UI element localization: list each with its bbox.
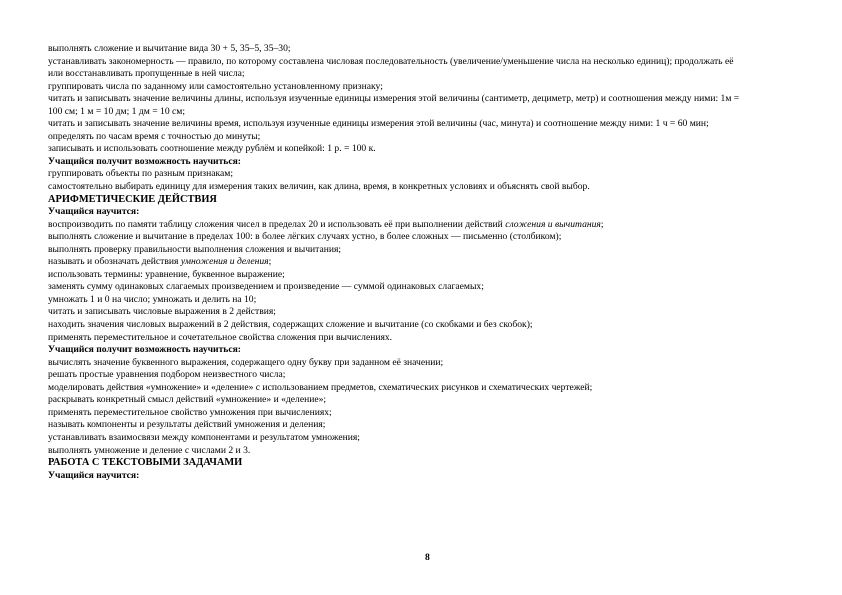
text-line: группировать числа по заданному или самостоятельно установленному признаку; bbox=[48, 80, 383, 92]
text-line: выполнять сложение и вычитание в пределах 100: в более лёгких случаях устно, в более сложных — письменно (столбиком); bbox=[48, 231, 562, 243]
text-line: читать и записывать числовые выражения в 2 действия; bbox=[48, 306, 276, 318]
text-line: применять переместительное свойство умножения при вычислениях; bbox=[48, 406, 332, 418]
text-line: читать и записывать значение величины длины, используя изученные единицы измерения этой величины (сантиметр, дециметр, метр) и соотношения между ними: 1м = 100 см; 1 м = 10 дм; 1 дм = 10 см; bbox=[48, 93, 740, 117]
document-body bbox=[48, 43, 748, 482]
text-line: устанавливать закономерность — правило, по которому составлена числовая последовательность (увеличение/уменьшение числа на несколько единиц); продолжать её или восстанавливать пропущенные в ней числа; bbox=[48, 55, 734, 80]
text-line: вычислять значение буквенного выражения, содержащего одну букву при заданном её значении; bbox=[48, 356, 444, 368]
text-line: выполнять проверку правильности выполнения сложения и вычитания; bbox=[48, 243, 342, 255]
text-line bbox=[48, 256, 748, 269]
text-line: заменять сумму одинаковых слагаемых произведением и произведение — суммой одинаковых слагаемых; bbox=[48, 281, 484, 293]
text-line: выполнять умножение и деление с числами 2 и 3. bbox=[48, 444, 251, 456]
subheading: Учащийся получит возможность научиться: bbox=[48, 155, 241, 167]
text-segment: ; bbox=[268, 256, 272, 268]
section-heading: РАБОТА С ТЕКСТОВЫМИ ЗАДАЧАМИ bbox=[48, 457, 243, 469]
subheading: Учащийся научится: bbox=[48, 206, 140, 218]
text-line: называть компоненты и результаты действий умножения и деления; bbox=[48, 419, 326, 431]
text-segment: называть и обозначать действия bbox=[48, 256, 181, 268]
italic-term: умножения и деления bbox=[180, 256, 269, 268]
italic-term: сложения и вычитания bbox=[505, 218, 601, 230]
text-line: читать и записывать значение величины время, используя изученные единицы измерения этой величины (час, минута) и соотношение между ними: 1 ч = 60 мин; определять по часам время с точностью до минуты; bbox=[48, 118, 709, 142]
section-heading: АРИФМЕТИЧЕСКИЕ ДЕЙСТВИЯ bbox=[48, 193, 217, 205]
text-line: моделировать действия «умножение» и «деление» с использованием предметов, схематических рисунков и схематических чертежей; bbox=[48, 381, 593, 393]
subheading: Учащийся научится: bbox=[48, 469, 140, 481]
page-number: 8 bbox=[425, 552, 430, 563]
text-line: находить значения числовых выражений в 2 действия, содержащих сложение и вычитание (со скобками и без скобок); bbox=[48, 319, 533, 331]
text-line: раскрывать конкретный смысл действий «умножение» и «деление»; bbox=[48, 394, 327, 406]
subheading: Учащийся получит возможность научиться: bbox=[48, 344, 241, 356]
text-line bbox=[48, 219, 748, 232]
text-line: самостоятельно выбирать единицу для измерения таких величин, как длина, время, в конкретных условиях и объяснять свой выбор. bbox=[48, 181, 590, 193]
text-segment: воспроизводить по памяти таблицу сложения чисел в пределах 20 и использовать её при выполнении действий bbox=[48, 218, 506, 230]
text-line: записывать и использовать соотношение между рублём и копейкой: 1 р. = 100 к. bbox=[48, 143, 376, 155]
text-line: устанавливать взаимосвязи между компонентами и результатом умножения; bbox=[48, 431, 360, 443]
text-line: выполнять сложение и вычитание вида 30 + 5, 35–5, 35–30; bbox=[48, 43, 291, 54]
text-line: решать простые уравнения подбором неизвестного числа; bbox=[48, 369, 286, 381]
text-segment: ; bbox=[600, 218, 604, 230]
text-line: умножать 1 и 0 на число; умножать и делить на 10; bbox=[48, 293, 257, 305]
text-line: группировать объекты по разным признакам; bbox=[48, 168, 233, 180]
text-line: применять переместительное и сочетательное свойства сложения при вычислениях. bbox=[48, 331, 393, 343]
text-line: использовать термины: уравнение, буквенное выражение; bbox=[48, 268, 285, 280]
